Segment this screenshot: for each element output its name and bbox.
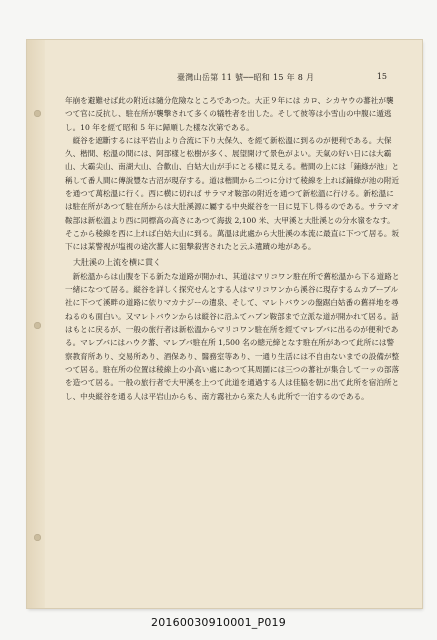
document-page [27, 40, 422, 608]
binding-hole [34, 110, 41, 117]
paragraph: 年崩を避難せば此の附近は隨分危險なところであつた。大正９年には カロ、シカヤウの蕃社が襲つて官に反抗し、駐在所が襲撃されて多くの犠牲者を出した。そして彼等は小雪山の中腹に遁逃し。10 年を經て昭和 5 年に歸順した樣な次第である。 [65, 96, 394, 132]
binding-hole [34, 534, 41, 541]
page-binding-edge [27, 40, 45, 608]
binding-hole [34, 322, 41, 329]
image-caption: 20160030910001_P019 [151, 616, 286, 629]
paragraph: 新松溫からは山腹を下る新たな道路が開かれ、其道はマリコワン駐在所で舊松溫から下る道路と一緒になつて居る。縦谷を詳しく探究せんとする人はマリコワンから溪谷に現存するムカブーブル社に下つて溪畔の道路に依りマカナジーの遺泉、そして、マレトバウンの盤踞白姑番の舊祥地を尋ねるのも面白い。又マレトバウンからは縦谷に沿ふてハブン鞍部まで立派な道が開かれて居る。話はもとに戻るが、一般の旅行者は新松溫からマリコワン駐在所を經てマレブバに出るのが便利である。マレブバにはハウク蕃、マレブバ駐在所 1,500 名の總元締となす駐在所があつて此所には警察教育所あり、交易所あり、酒保あり、醫務室等あり、一通り生活には不自由ないまでの設備が整つて居る。駐在所の位置は稜線上の小高い處にあつて其周圍には三つの蕃社が集合して一ッの部落を造つて居る。一般の旅行者で大甲溪を上つて此道を通過する人は佳脇を朝に出て此所を宿泊所とし、中央縦谷を通る人は平岩山からも、南方霧社から來た人も此所で一泊するのである。 [65, 271, 400, 401]
running-header: 臺灣山岳第 11 號──昭和 15 年 8 月 [177, 73, 315, 82]
body-text [65, 94, 400, 403]
page-number: 15 [376, 72, 387, 81]
paragraph: 縦谷を遮斷するには平岩山より合流に下り大保久、を經て新松溫に到るのが便利である。大保久、楷間、松溫の間には、阿部樣と松樹が多く、展望開けて景色がよい。天氣の好い日には大霸山、大霸尖山、南湖大山、合歡山、白姑大山が手にとる樣に見える。楷間の上には「鋪綠が池」と稱して番人間に傳說豐な古沼が現存する。道は楷間から二つに分けて稜線を上れば鋪綠が池の附近を通つて萬松溫に行く。西に横に切れば サラマオ鞍部の附近を通つて新松溫に行ける。新松溫には駐在所があつて駐在所からは大肚溪源に屬する中央縦谷を一目に見下し得るのである。サラマオ鞍部は新松溫より西に同標高の高さにあつて海拔 2,100 米、大甲溪と大肚溪との分水嶺をなす。そこから稜線を西に上れば白姑大山に到る。萬溫は此處から大肚溪の本流に最直に下つて居る。坂下には某警視が塩視の途次蕃人に狙撃殺害されたと云ふ遺蹟の地がある。 [65, 135, 400, 252]
section-heading: 大肚溪の上流を横に貫く [73, 257, 161, 267]
